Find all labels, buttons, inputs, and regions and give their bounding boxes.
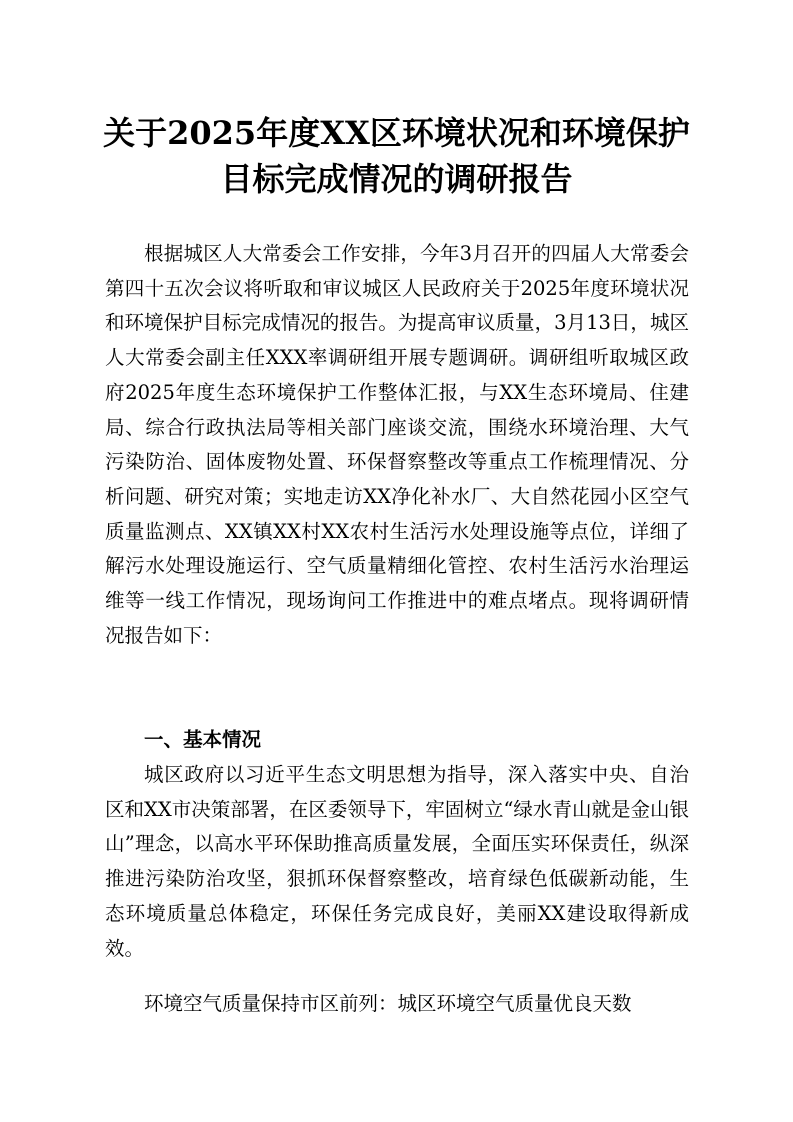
intro-paragraph: 根据城区人大常委会工作安排，今年3月召开的四届人大常委会第四十五次会议将听取和审议城区人民政府关于2025年度环境状况和环境保护目标完成情况的报告。为提高审议质量，3月13日，城区人大常委会副主任XXX率调研组开展专题调研。调研组听取城区政府2025年度生态环境保护工作整体汇报，与XX生态环境局、住建局、综合行政执法局等相关部门座谈交流，围绕水环境治理、大气污染防治、固体废物处置、环保督察整改等重点工作梳理情况、分析问题、研究对策；实地走访XX净化补水厂、大自然花园小区空气质量监测点、XX镇XX村XX农村生活污水处理设施等点位，详细了解污水处理设施运行、空气质量精细化管控、农村生活污水治理运维等一线工作情况，现场询问工作推进中的难点堵点。现将调研情况报告如下： <box>105 242 689 647</box>
section-heading: 一、基本情况 <box>144 728 262 751</box>
basic-situation-paragraph: 城区政府以习近平生态文明思想为指导，深入落实中央、自治区和XX市决策部署，在区委领导下，牢固树立“绿水青山就是金山银山”理念，以高水平环保助推高质量发展，全面压实环保责任，纵深推进污染防治攻坚，狠抓环保督察整改，培育绿色低碳新动能，生态环境质量总体稳定，环保任务完成良好，美丽XX建设取得新成效。 <box>105 763 689 960</box>
air-quality-paragraph: 环境空气质量保持市区前列：城区环境空气质量优良天数 <box>144 992 632 1015</box>
document-title-line-1: 关于2025年度XX区环境状况和环境保护 <box>103 114 690 152</box>
document-title-line-2: 目标完成情况的调研报告 <box>220 160 573 198</box>
